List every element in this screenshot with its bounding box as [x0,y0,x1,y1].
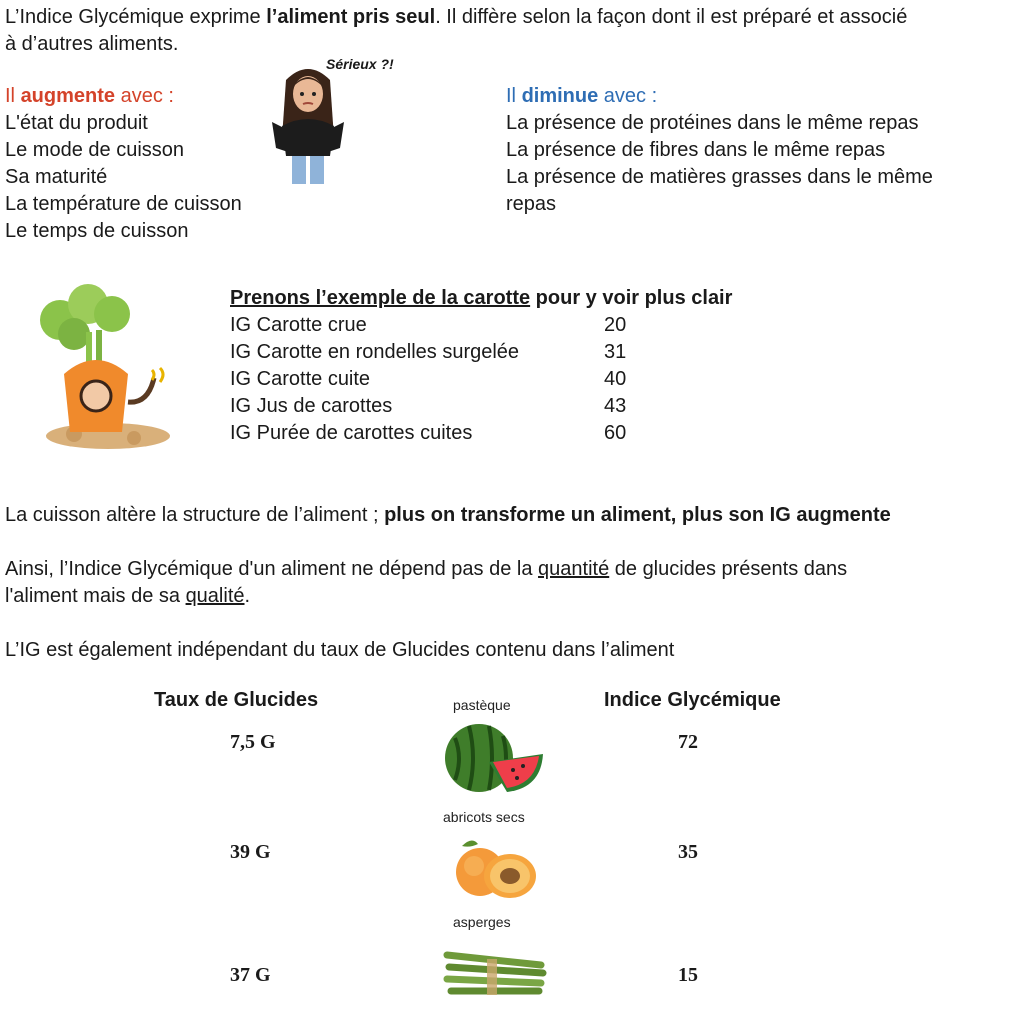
list-item: IG Carotte cuite 40 [230,368,627,390]
ainsi-line-1: Ainsi, l’Indice Glycémique d'un aliment ne dépend pas de la quantité de glucides présents dans [5,558,848,580]
carrot-example-title: Prenons l’exemple de la carotte pour y voir plus clair [230,287,733,309]
carrot-character-icon [34,284,184,452]
augmente-list [5,83,242,245]
cuisson-sentence: La cuisson altère la structure de l’aliment ; plus on transforme un aliment, plus son IG augmente [5,504,891,526]
list-item: IG Carotte en rondelles surgelée 31 [230,341,627,363]
list-item: La température de cuisson [5,193,242,215]
fruit-label-asperges: asperges [453,914,511,930]
carrot-ig-list [230,312,627,447]
list-item: Sa maturité [5,166,108,188]
glucides-value: 37 G [230,964,271,986]
augmente-heading: Il augmente avec : [5,85,174,107]
glucides-value: 39 G [230,841,271,863]
fruit-label-abricots: abricots secs [443,809,525,825]
intro-line-2: à d’autres aliments. [5,33,179,55]
diminue-heading: Il diminue avec : [506,85,658,107]
ig-value: 15 [678,964,698,986]
ig-value: 35 [678,841,698,863]
watermelon-icon [443,718,545,794]
intro-paragraph [5,4,907,58]
independant-sentence: L’IG est également indépendant du taux de Glucides contenu dans l’aliment [5,639,675,661]
list-item: La présence de fibres dans le même repas [506,139,886,161]
list-item: La présence de protéines dans le même repas [506,112,919,134]
sticker-caption: Sérieux ?! [326,56,394,72]
list-item: repas [506,193,557,215]
fruit-label-pasteque: pastèque [453,697,511,713]
header-glucides: Taux de Glucides [154,689,319,711]
list-item: Le temps de cuisson [5,220,189,242]
ainsi-paragraph [5,556,847,610]
diminue-list [506,83,933,218]
ainsi-line-2: l'aliment mais de sa qualité. [5,585,251,607]
list-item: La présence de matières grasses dans le même [506,166,933,188]
ig-value: 72 [678,731,698,753]
woman-avatar-icon [268,60,348,184]
glucides-value: 7,5 G [230,731,276,753]
list-item: L'état du produit [5,112,148,134]
asparagus-icon [443,945,547,1001]
intro-line-1: L’Indice Glycémique exprime l’aliment pris seul. Il diffère selon la façon dont il est préparé et associé [5,6,908,28]
apricot-icon [454,836,538,902]
list-item: IG Jus de carottes 43 [230,395,627,417]
list-item: IG Purée de carottes cuites 60 [230,422,627,444]
bitmoji-sticker [268,56,418,184]
list-item: Le mode de cuisson [5,139,185,161]
list-item: IG Carotte crue 20 [230,314,627,336]
header-indice-glycemique: Indice Glycémique [604,689,781,711]
